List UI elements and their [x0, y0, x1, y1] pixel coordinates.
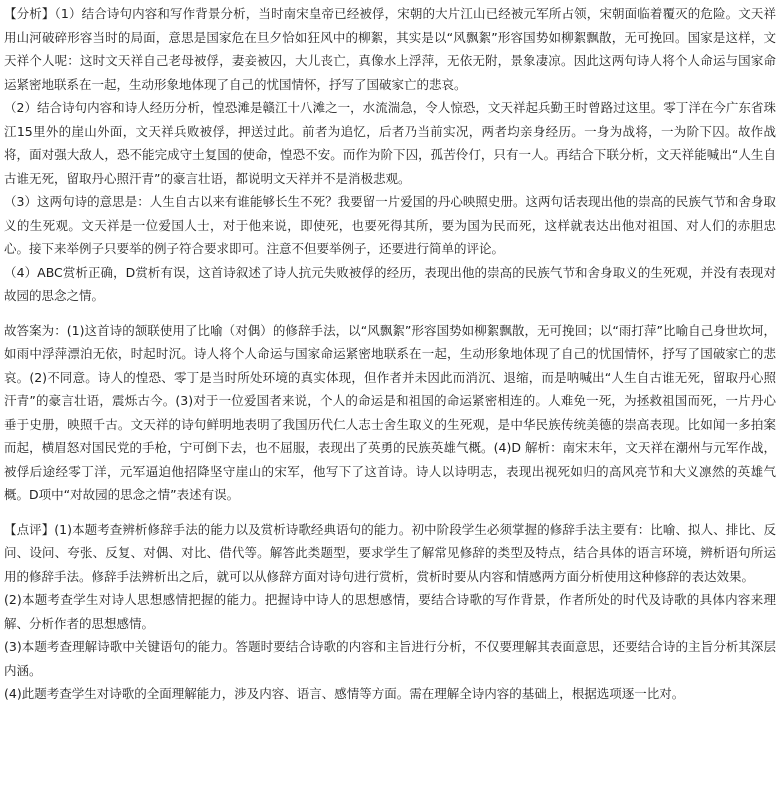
section-spacer: [4, 308, 776, 319]
section-spacer: [4, 507, 776, 518]
analysis-paragraph-1: 【分析】（1）结合诗句内容和写作背景分析，当时南宋皇帝已经被俘，宋朝的大片江山已经被元军所占领，宋朝面临着覆灭的危险。文天祥用山河破碎形容当时的局面，意思是国家危在旦夕恰如狂风中的柳絮，其实是以“风飘絮”形容国势如柳絮飘散，无可挽回。国家是这样，文天祥个人呢：这时文天祥自己老母被俘，妻妾被囚，大儿丧亡，真像水上浮萍，无依无附，景象凄凉。因此这两句诗人将个人命运与国家命运紧密地联系在一起，生动形象地体现了自己的忧国情怀，抒写了国破家亡的悲哀。: [4, 6, 776, 92]
comment-section: [4, 518, 776, 706]
analysis-paragraph-3: （3）这两句诗的意思是：人生自古以来有谁能够长生不死？我要留一片爱国的丹心映照史册。这两句话表现出他的崇高的民族气节和舍身取义的生死观。文天祥是一位爱国人士，对于他来说，即使死，也要死得其所，要为国为民而死，这样就表达出他对祖国、对人们的赤胆忠心。接下来举例子只要举的例子符合要求即可。注意不但要举例子，还要进行简单的评论。: [4, 194, 776, 256]
analysis-paragraph-2: （2）结合诗句内容和诗人经历分析，惶恐滩是赣江十八滩之一，水流湍急，令人惊恐，文天祥起兵勤王时曾路过这里。零丁洋在今广东省珠江15里外的崖山外面，文天祥兵败被俘，押送过此。前者为追忆，后者乃当前实况，两者均亲身经历。一身为战将，一为阶下囚。故作战将，面对强大敌人，恐不能完成守土复国的使命，惶恐不安。而作为阶下囚，孤苦伶仃，只有一人。再结合下联分析，文天祥能喊出“人生自古谁无死，留取丹心照汗青”的豪言壮语，都说明文天祥并不是消极悲观。: [4, 100, 776, 186]
answer-paragraph: 故答案为：(1)这首诗的颔联使用了比喻（对偶）的修辞手法，以“风飘絮”形容国势如柳絮飘散，无可挽回；以“雨打萍”比喻自己身世坎坷，如雨中浮萍漂泊无依，时起时沉。诗人将个人命运与国家命运紧密地联系在一起，生动形象地体现了自己的忧国情怀，抒写了国破家亡的悲哀。(2)不同意。诗人的惶恐、零丁是当时所处环境的真实体现，但作者并未因此而消沉、退缩，而是呐喊出“人生自古谁无死，留取丹心照汗青”的豪言壮语，震烁古今。(3)对于一位爱国者来说，个人的命运是和祖国的命运紧密相连的。人难免一死，为拯救祖国而死，一片丹心垂于史册，映照千古。文天祥的诗句鲜明地表明了我国历代仁人志士舍生取义的生死观，是中华民族传统美德的崇高表现。比如闻一多拍案而起，横眉怒对国民党的手枪，宁可倒下去，也不屈服，表现出了英勇的民族英雄气概。(4)D 解析：南宋末年，文天祥在潮州与元军作战，被俘后途经零丁洋，元军逼迫他招降坚守崖山的宋军，他写下了这首诗。诗人以诗明志，表现出视死如归的高风亮节和大义凛然的英雄气概。D项中“对故园的思念之情”表述有误。: [4, 322, 776, 502]
analysis-paragraph-4: （4）ABC赏析正确，D赏析有误，这首诗叙述了诗人抗元失败被俘的经历，表现出他的崇高的民族气节和舍身取义的生死观，并没有表现对故园的思念之情。: [4, 264, 776, 303]
analysis-section: [4, 2, 776, 308]
comment-paragraph-4: (4)此题考查学生对诗歌的全面理解能力，涉及内容、语言、感情等方面。需在理解全诗内容的基础上，根据选项逐一比对。: [4, 686, 685, 701]
comment-paragraph-2: (2)本题考查学生对诗人思想感情把握的能力。把握诗中诗人的思想感情，要结合诗歌的写作背景，作者所处的时代及诗歌的具体内容来理解、分析作者的思想感情。: [4, 592, 776, 631]
comment-paragraph-1: 【点评】(1)本题考查辨析修辞手法的能力以及赏析诗歌经典语句的能力。初中阶段学生必须掌握的修辞手法主要有：比喻、拟人、排比、反问、设问、夸张、反复、对偶、对比、借代等。解答此类题型，要求学生了解常见修辞的类型及特点，结合具体的语言环境，辨析语句所运用的修辞手法。修辞手法辨析出之后，就可以从修辞方面对诗句进行赏析，赏析时要从内容和情感两方面分析使用这种修辞的表达效果。: [4, 521, 776, 584]
answer-section: [4, 319, 776, 507]
comment-paragraph-3: (3)本题考查理解诗歌中关键语句的能力。答题时要结合诗歌的内容和主旨进行分析，不仅要理解其表面意思，还要结合诗的主旨分析其深层内涵。: [4, 639, 776, 678]
